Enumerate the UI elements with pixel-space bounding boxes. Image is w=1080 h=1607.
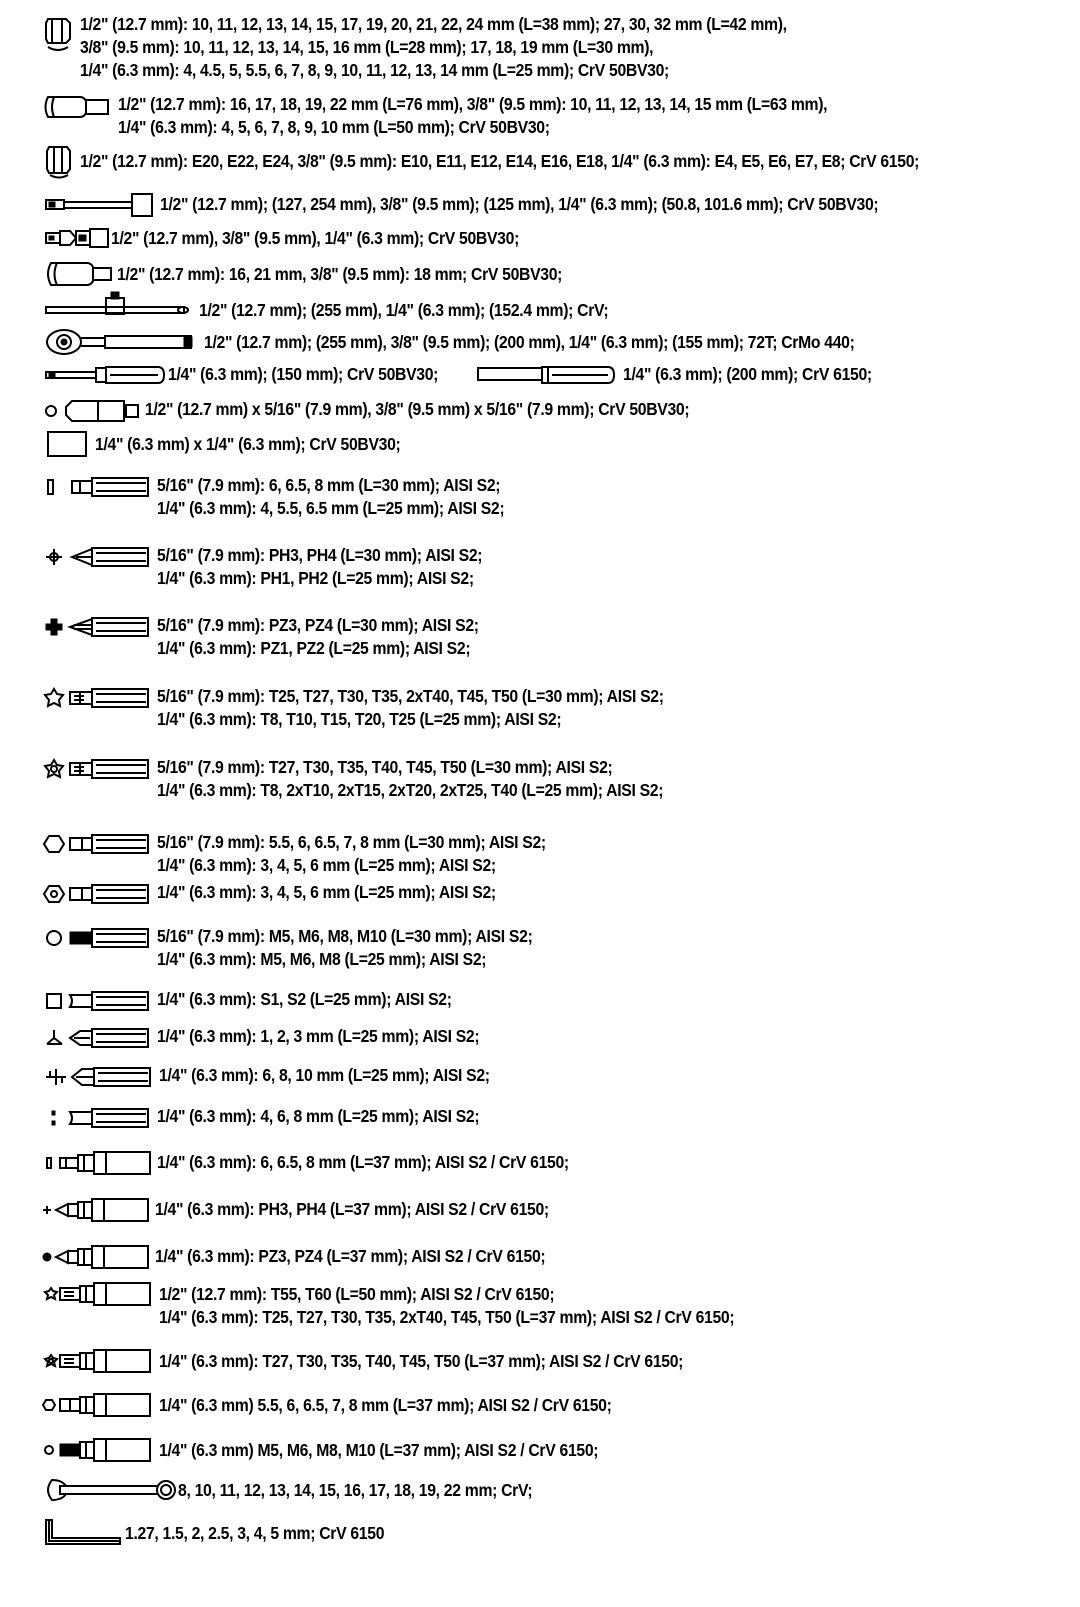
t-bar-icon [44, 290, 192, 320]
spec-text: 1/4" (6.3 mm) M5, M6, M8, M10 (L=37 mm); AISI S2 / CrV 6150; [159, 1440, 599, 1460]
spec-text: 1/2" (12.7 mm); (127, 254 mm), 3/8" (9.5 mm); (125 mm), 1/4" (6.3 mm); (50.8, 101.6 mm); CrV 50BV30; [160, 194, 879, 214]
spec-text: 5/16" (7.9 mm): 5.5, 6, 6.5, 7, 8 mm (L=30 mm); AISI S2; 1/4" (6.3 mm): 3, 4, 5, 6 mm (L=25 mm); AISI S2; [157, 832, 546, 875]
spline-bit-icon [44, 928, 152, 948]
spec-text: 5/16" (7.9 mm): 6, 6.5, 8 mm (L=30 mm); AISI S2; 1/4" (6.3 mm): 4, 5.5, 6.5 mm (L=25 mm); AISI S2; [157, 475, 505, 518]
bit-screwdriver-long-icon [476, 365, 618, 385]
pozidriv-bit-icon [44, 617, 152, 637]
universal-joint-icon [44, 227, 114, 249]
combination-wrench-icon [42, 1477, 178, 1503]
spec-text: 1/4" (6.3 mm): 4, 6, 8 mm (L=25 mm); AISI S2; [157, 1106, 480, 1126]
spec-text: 1/4" (6.3 mm): 6, 8, 10 mm (L=25 mm); AISI S2; [159, 1065, 490, 1085]
spec-text: 1/4" (6.3 mm): PH3, PH4 (L=37 mm); AISI S2 / CrV 6150; [155, 1199, 549, 1219]
square-bit-icon [44, 991, 152, 1011]
phillips-bit-icon [44, 547, 152, 567]
spec-text: 1/4" (6.3 mm): 6, 6.5, 8 mm (L=37 mm); AISI S2 / CrV 6150; [157, 1152, 569, 1172]
bit-screwdriver-icon [44, 365, 166, 385]
ratchet-icon [44, 328, 196, 356]
spec-text: 1/2" (12.7 mm): 16, 17, 18, 19, 22 mm (L=76 mm), 3/8" (9.5 mm): 10, 11, 12, 13, 14, 15 mm (L=63 mm), 1/4" (6.3 mm): 4, 5, 6, 7, 8, 9, 10 mm (L=50 mm); CrV 50BV30; [118, 94, 828, 137]
spec-text: 1/4" (6.3 mm): T27, T30, T35, T40, T45, T50 (L=37 mm); AISI S2 / CrV 6150; [159, 1351, 684, 1371]
spec-text: 5/16" (7.9 mm): M5, M6, M8, M10 (L=30 mm); AISI S2; 1/4" (6.3 mm): M5, M6, M8 (L=25 mm); AISI S2; [157, 926, 533, 969]
spec-text: 1/4" (6.3 mm): 3, 4, 5, 6 mm (L=25 mm); AISI S2; [157, 882, 496, 902]
e-torx-socket-icon [46, 145, 72, 179]
spec-text: 1/2" (12.7 mm); (255 mm), 1/4" (6.3 mm); (152.4 mm); CrV; [199, 300, 609, 320]
phillips-bit-socket-icon [42, 1197, 152, 1223]
spec-text: 1/2" (12.7 mm) x 5/16" (7.9 mm), 3/8" (9.5 mm) x 5/16" (7.9 mm); CrV 50BV30; [145, 399, 690, 419]
spark-plug-socket-icon [44, 261, 114, 287]
bit-adapter-icon [46, 430, 88, 458]
spec-text: 1/2" (12.7 mm); (255 mm), 3/8" (9.5 mm); (200 mm), 1/4" (6.3 mm); (155 mm); 72T; CrMo 440; [204, 332, 855, 352]
adapter-icon [44, 399, 140, 423]
extension-bar-icon [44, 192, 156, 218]
spec-text-long-screwdriver: 1/4" (6.3 mm); (200 mm); CrV 6150; [623, 364, 872, 384]
spec-text: 5/16" (7.9 mm): PZ3, PZ4 (L=30 mm); AISI S2; 1/4" (6.3 mm): PZ1, PZ2 (L=25 mm); AISI S2; [157, 615, 479, 658]
tri-wing-bit-icon [44, 1028, 152, 1048]
hex-tamper-bit-icon [44, 884, 152, 904]
torx-tamper-bit-icon [44, 759, 152, 779]
hex-bit-icon [44, 834, 152, 854]
torx-bit-icon [44, 688, 152, 708]
spec-text: 8, 10, 11, 12, 13, 14, 15, 16, 17, 18, 19, 22 mm; CrV; [178, 1480, 533, 1500]
spec-text: 5/16" (7.9 mm): PH3, PH4 (L=30 mm); AISI S2; 1/4" (6.3 mm): PH1, PH2 (L=25 mm); AISI S2; [157, 545, 483, 588]
torx-tamper-bit-socket-icon [44, 1348, 154, 1374]
hex-key-icon [44, 1518, 122, 1546]
spec-text: 1/2" (12.7 mm): 16, 21 mm, 3/8" (9.5 mm): 18 mm; CrV 50BV30; [117, 264, 563, 284]
spec-text: 1/4" (6.3 mm): S1, S2 (L=25 mm); AISI S2; [157, 989, 452, 1009]
spec-text: 1/4" (6.3 mm) x 1/4" (6.3 mm); CrV 50BV30; [95, 434, 401, 454]
spec-text: 1/4" (6.3 mm): PZ3, PZ4 (L=37 mm); AISI S2 / CrV 6150; [155, 1246, 546, 1266]
spline-bit-socket-icon [42, 1437, 154, 1463]
spec-text: 1.27, 1.5, 2, 2.5, 3, 4, 5 mm; CrV 6150 [125, 1523, 385, 1543]
spec-text: 1/2" (12.7 mm): E20, E22, E24, 3/8" (9.5 mm): E10, E11, E12, E14, E16, E18, 1/4" (6.3 mm): E4, E5, E6, E7, E8; CrV 6150; [80, 151, 920, 171]
spec-text: 1/2" (12.7 mm): 10, 11, 12, 13, 14, 15, 17, 19, 20, 21, 22, 24 mm (L=38 mm); 27, 30, 32 mm (L=42 mm), 3/8" (9.5 mm): 10, 11, 12, 13, 14, 15, 16 mm (L=28 mm); 17, 18, 19 mm (L=30 mm), 1/4" (6.3 mm): 4, 4.5, 5, 5.5, 6, 7, 8, 9, 10, 11, 12, 13, 14 mm (L=25 mm); CrV 50BV30; [80, 14, 787, 80]
spec-text: 1/4" (6.3 mm); (150 mm); CrV 50BV30; [168, 364, 439, 384]
torx-bit-socket-icon [44, 1281, 154, 1307]
spec-text: 5/16" (7.9 mm): T27, T30, T35, T40, T45, T50 (L=30 mm); AISI S2; 1/4" (6.3 mm): T8, 2xT10, 2xT15, 2xT20, 2xT25, T40 (L=25 mm); AISI S2; [157, 757, 664, 800]
spec-text: 1/4" (6.3 mm) 5.5, 6, 6.5, 7, 8 mm (L=37 mm); AISI S2 / CrV 6150; [159, 1395, 612, 1415]
spec-text: 1/2" (12.7 mm), 3/8" (9.5 mm), 1/4" (6.3 mm); CrV 50BV30; [111, 228, 519, 248]
pozidriv-bit-socket-icon [42, 1244, 152, 1270]
spec-text: 1/2" (12.7 mm): T55, T60 (L=50 mm); AISI S2 / CrV 6150; 1/4" (6.3 mm): T25, T27, T30, T35, 2xT40, T45, T50 (L=37 mm); AISI S2 / CrV 6150; [159, 1284, 735, 1327]
flat-bit-icon [44, 477, 152, 497]
flat-bit-socket-icon [44, 1150, 154, 1176]
spanner-bit-icon [44, 1108, 152, 1128]
torq-set-bit-icon [44, 1067, 154, 1087]
socket-icon [44, 17, 72, 53]
spec-text: 1/4" (6.3 mm): 1, 2, 3 mm (L=25 mm); AISI S2; [157, 1026, 480, 1046]
spec-text: 5/16" (7.9 mm): T25, T27, T30, T35, 2xT40, T45, T50 (L=30 mm); AISI S2; 1/4" (6.3 mm): T8, T10, T15, T20, T25 (L=25 mm); AISI S2; [157, 686, 664, 729]
hex-bit-socket-icon [42, 1392, 154, 1418]
deep-socket-icon [42, 96, 114, 118]
